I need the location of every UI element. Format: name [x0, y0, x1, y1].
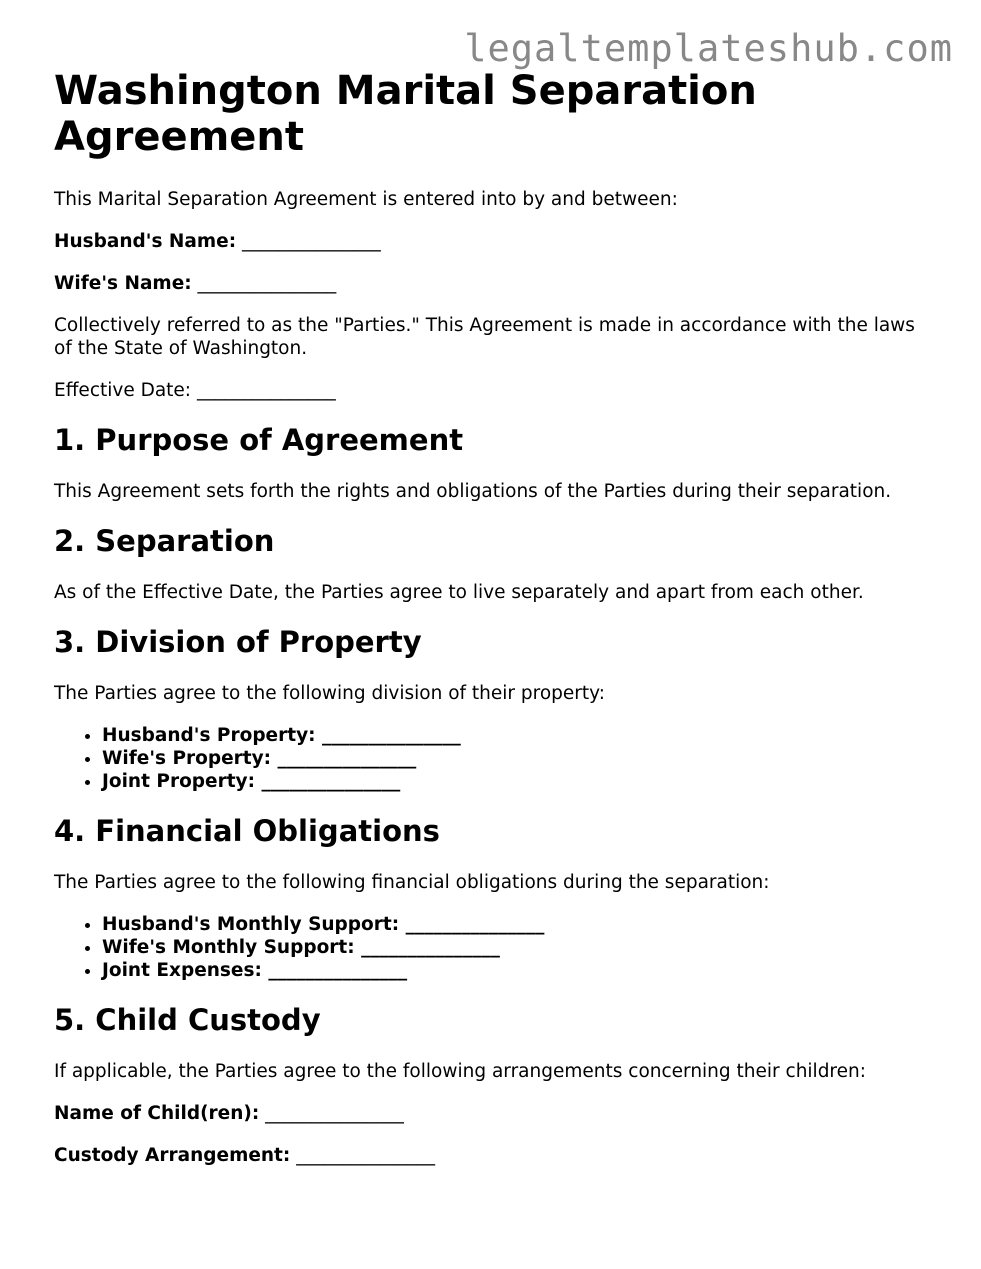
financial-item-blank[interactable]: _______________	[405, 914, 545, 935]
property-item-label: Husband's Property:	[102, 725, 316, 746]
child-names-blank[interactable]: _______________	[265, 1103, 404, 1124]
property-list	[54, 724, 934, 793]
financial-item-blank[interactable]: _______________	[268, 960, 408, 981]
intro-text: This Marital Separation Agreement is entered into by and between:	[54, 189, 678, 210]
section-text-property: The Parties agree to the following division of their property:	[54, 683, 605, 704]
financial-item-label: Wife's Monthly Support:	[102, 937, 355, 958]
wife-name-field	[54, 272, 934, 295]
section-heading-purpose: 1. Purpose of Agreement	[54, 423, 464, 457]
list-item	[102, 936, 934, 959]
section-text-financial: The Parties agree to the following financial obligations during the separation:	[54, 872, 770, 893]
page-title: Washington Marital Separation Agreement	[54, 68, 757, 160]
financial-item-label: Joint Expenses:	[102, 960, 262, 981]
financial-item-blank[interactable]: _______________	[361, 937, 500, 958]
property-item-blank[interactable]: _______________	[321, 725, 461, 746]
custody-arrangement-label: Custody Arrangement:	[54, 1145, 291, 1166]
financial-item-label: Husband's Monthly Support:	[102, 914, 400, 935]
document-page	[54, 68, 934, 1167]
wife-name-blank[interactable]: _______________	[197, 273, 337, 294]
property-item-label: Joint Property:	[102, 771, 255, 792]
child-names-field	[54, 1102, 934, 1125]
child-names-label: Name of Child(ren):	[54, 1103, 260, 1124]
property-item-blank[interactable]: _______________	[277, 748, 417, 769]
collective-text: Collectively referred to as the "Parties." This Agreement is made in accordance with the laws of the State of Washington.	[54, 315, 915, 359]
section-text-purpose: This Agreement sets forth the rights and obligations of the Parties during their separation.	[54, 481, 892, 502]
list-item	[102, 770, 934, 793]
financial-list	[54, 913, 934, 982]
husband-name-blank[interactable]: _______________	[242, 231, 381, 252]
list-item	[102, 724, 934, 747]
watermark: legaltemplateshub.com	[464, 27, 953, 70]
property-item-blank[interactable]: _______________	[261, 771, 401, 792]
list-item	[102, 913, 934, 936]
custody-arrangement-blank[interactable]: _______________	[296, 1145, 435, 1166]
section-text-separation: As of the Effective Date, the Parties agree to live separately and apart from each other.	[54, 582, 864, 603]
section-heading-separation: 2. Separation	[54, 524, 275, 558]
effective-date-field	[54, 379, 934, 402]
list-item	[102, 747, 934, 770]
section-heading-property: 3. Division of Property	[54, 625, 422, 659]
husband-name-label: Husband's Name:	[54, 231, 237, 252]
custody-arrangement-field	[54, 1144, 934, 1167]
property-item-label: Wife's Property:	[102, 748, 272, 769]
list-item	[102, 959, 934, 982]
wife-name-label: Wife's Name:	[54, 273, 192, 294]
section-heading-custody: 5. Child Custody	[54, 1003, 321, 1037]
effective-date-label: Effective Date:	[54, 380, 192, 401]
section-text-custody: If applicable, the Parties agree to the following arrangements concerning their children:	[54, 1061, 866, 1082]
husband-name-field	[54, 230, 934, 253]
effective-date-blank[interactable]: _______________	[196, 380, 336, 401]
section-heading-financial: 4. Financial Obligations	[54, 814, 440, 848]
